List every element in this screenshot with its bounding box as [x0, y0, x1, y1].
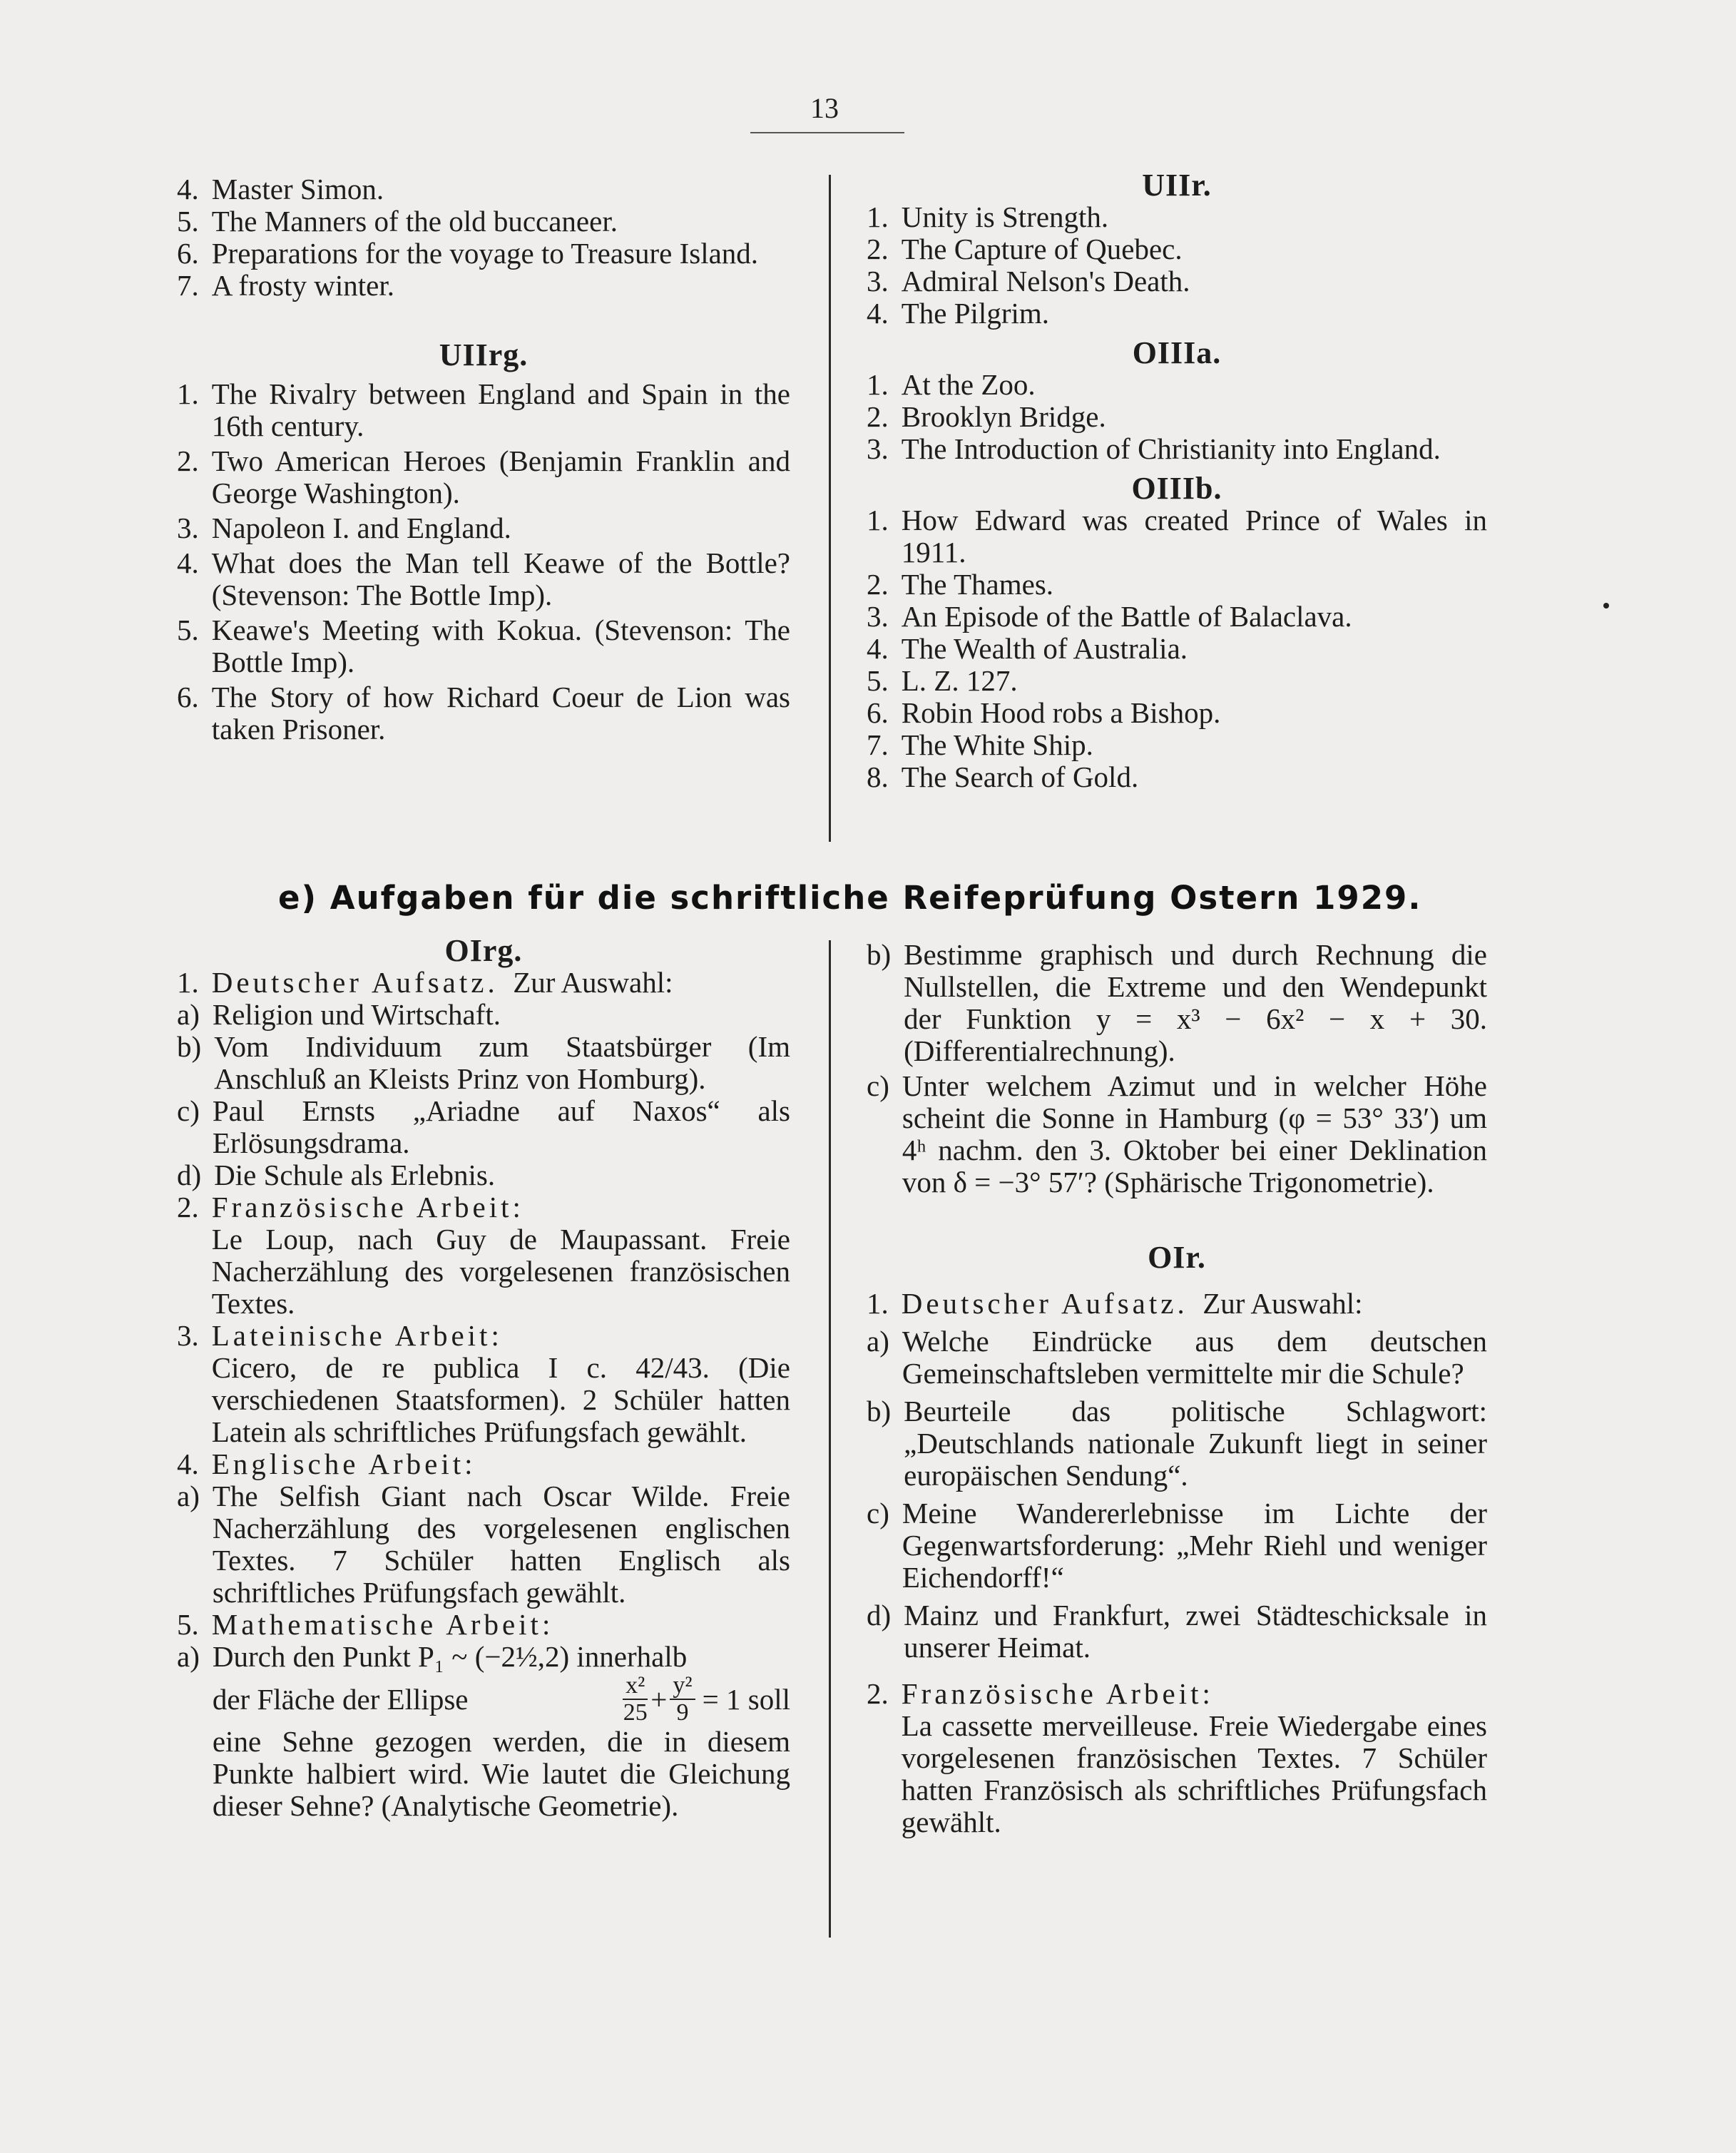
group-number: 4. — [177, 1447, 199, 1480]
list-item — [867, 1070, 1487, 1198]
item-number: 2. — [867, 400, 889, 433]
item-text: The Pilgrim. — [901, 297, 1050, 330]
item-text: Meine Wandererlebnisse im Lichte der Gegenwartsforderung: „Mehr Riehl und weniger Eichendorff!“ — [902, 1497, 1487, 1594]
item-number: 3. — [867, 600, 889, 633]
item-number: 1. — [867, 200, 889, 233]
list-item — [867, 729, 1487, 761]
oirg-group-4 — [177, 1448, 790, 1480]
list-item — [867, 1325, 1487, 1390]
group-label: Lateinische Arbeit: — [211, 1319, 503, 1352]
item-text: Beurteile das politische Schlagwort: „Deutschlands nationale Zukunft liegt in seiner europäischen Sendung“. — [904, 1395, 1487, 1492]
item-text: Die Schule als Erlebnis. — [214, 1159, 496, 1191]
list-item — [177, 173, 790, 205]
item-number: 4. — [867, 297, 889, 330]
group-body: La cassette merveilleuse. Freie Wiedergabe eines vorgelesenen französischen Textes. 7 Schüler hatten Französisch als schriftliches Prüfungsfach gewählt. — [901, 1709, 1487, 1838]
group-number: 2. — [867, 1677, 889, 1710]
column-divider-bottom — [829, 940, 831, 1938]
item-text: The Rivalry between England and Spain in the 16th century. — [211, 377, 790, 442]
group-number: 2. — [177, 1191, 199, 1223]
oirg-group-3 — [177, 1320, 790, 1448]
item-number: 8. — [867, 760, 889, 793]
item-number: c) — [177, 1094, 200, 1127]
list-item — [177, 1480, 790, 1609]
math-a-rest: eine Sehne gezogen werden, die in diesem Punkte halbiert wird. Wie lautet die Gleichung dieser Sehne? (Analytische Geometrie). — [212, 1725, 790, 1822]
item-number: 1. — [177, 377, 199, 410]
list-item — [867, 233, 1487, 265]
item-text: A frosty winter. — [211, 269, 394, 302]
list-item — [177, 1031, 790, 1095]
group-label: Französische Arbeit: — [901, 1677, 1214, 1710]
item-number: b) — [867, 938, 892, 971]
item-text: What does the Man tell Keawe of the Bottle? (Stevenson: The Bottle Imp). — [211, 546, 790, 611]
item-number: 3. — [177, 511, 199, 544]
item-text: Brooklyn Bridge. — [901, 400, 1106, 433]
oiiib-item-list — [867, 504, 1487, 793]
item-number: b) — [177, 1030, 202, 1063]
uiirg-item-list — [177, 378, 790, 745]
page-number-rule — [750, 132, 904, 133]
group-body: Le Loup, nach Guy de Maupassant. Freie Nacherzählung des vorgelesenen französischen Textes. — [211, 1223, 790, 1320]
group-label: Mathematische Arbeit: — [211, 1608, 554, 1641]
list-item — [867, 201, 1487, 233]
item-number: 1. — [867, 368, 889, 401]
list-item — [177, 547, 790, 611]
item-number: 6. — [177, 681, 199, 713]
group-number: 3. — [177, 1319, 199, 1352]
oiiia-item-list — [867, 369, 1487, 465]
list-item — [177, 238, 790, 270]
math-continued-list — [867, 939, 1487, 1198]
list-item — [177, 999, 790, 1031]
bottom-right-column — [867, 936, 1487, 1838]
item-number: c) — [867, 1497, 889, 1530]
item-number: a) — [867, 1325, 889, 1358]
item-number: d) — [177, 1159, 202, 1191]
item-number: 6. — [177, 237, 199, 270]
plus-sign: + — [650, 1682, 668, 1716]
item-number: 2. — [867, 568, 889, 601]
item-text: Welche Eindrücke aus dem deutschen Gemeinschaftsleben vermittelte mir die Schule? — [902, 1325, 1487, 1390]
item-number: 7. — [867, 728, 889, 761]
item-number: 5. — [177, 205, 199, 238]
list-item — [177, 512, 790, 544]
bottom-left-column — [177, 935, 790, 1822]
group-label: Deutscher Aufsatz. — [211, 966, 499, 999]
group-label: Französische Arbeit: — [211, 1191, 524, 1223]
item-number: 5. — [867, 664, 889, 697]
section-title-oiiia: OIIIa. — [1132, 335, 1222, 370]
list-item — [867, 504, 1487, 569]
oirg-group-2 — [177, 1191, 790, 1320]
group-label-rest: Zur Auswahl: — [1203, 1287, 1363, 1320]
top-right-column — [867, 169, 1487, 793]
item-text: The White Ship. — [901, 728, 1093, 761]
section-title-uiir: UIIr. — [1142, 168, 1212, 203]
stray-mark — [1603, 603, 1609, 609]
item-text: The Capture of Quebec. — [901, 233, 1183, 265]
item-text: Religion und Wirtschaft. — [212, 998, 501, 1031]
item-text: Mainz und Frankfurt, zwei Städteschicksale in unserer Heimat. — [904, 1599, 1487, 1664]
list-item — [867, 297, 1487, 330]
ellipse-post: = 1 soll — [702, 1682, 790, 1716]
oirg-g1-item-list — [177, 999, 790, 1191]
section-title-oiiib: OIIIb. — [1131, 471, 1222, 506]
item-text: Unity is Strength. — [901, 200, 1109, 233]
item-text: Paul Ernsts „Ariadne auf Naxos“ als Erlösungsdrama. — [212, 1094, 790, 1159]
item-text: Bestimme graphisch und durch Rechnung die Nullstellen, die Extreme und den Wendepunkt der Funktion y = x³ − 6x² − x + 30. (Differentialrechnung). — [904, 938, 1487, 1067]
item-text: The Thames. — [901, 568, 1054, 601]
group-label-rest: Zur Auswahl: — [513, 966, 673, 999]
list-item — [867, 633, 1487, 665]
oirg-group-1 — [177, 967, 790, 999]
item-text: Robin Hood robs a Bishop. — [901, 696, 1221, 729]
fraction-x2-25: $\frac{\text{x²}}{25}$ — [623, 1672, 648, 1726]
group-label: Deutscher Aufsatz. — [901, 1287, 1188, 1320]
item-text: The Introduction of Christianity into England. — [901, 432, 1441, 465]
item-number: 4. — [177, 173, 199, 205]
item-text: The Story of how Richard Coeur de Lion was taken Prisoner. — [211, 681, 790, 745]
item-text: Master Simon. — [211, 173, 384, 205]
item-number: b) — [867, 1395, 892, 1427]
list-item — [867, 369, 1487, 401]
group-label: Englische Arbeit: — [211, 1447, 476, 1480]
math-a-line1: Durch den Punkt P₁ ~ (−2½,2) innerhalb — [212, 1640, 688, 1673]
oirg-g4-item-list — [177, 1480, 790, 1609]
item-text: Two American Heroes (Benjamin Franklin and George Washington). — [211, 444, 790, 509]
list-item — [867, 939, 1487, 1067]
item-number: a) — [177, 998, 200, 1031]
item-number: 3. — [867, 432, 889, 465]
list-item — [177, 270, 790, 302]
item-number: 4. — [177, 546, 199, 579]
item-text: How Edward was created Prince of Wales in 1911. — [901, 504, 1487, 569]
oirg-group-5 — [177, 1609, 790, 1641]
page-number: 13 — [810, 92, 839, 124]
uiir-item-list — [867, 201, 1487, 330]
fraction-y2-9: $\frac{\text{y²}}{9}$ — [670, 1673, 695, 1726]
item-number: 7. — [177, 269, 199, 302]
oir-group-1 — [867, 1288, 1487, 1320]
item-number: a) — [177, 1480, 200, 1512]
item-number: 2. — [867, 233, 889, 265]
tl-item-list — [177, 173, 790, 302]
oir-group-2 — [867, 1678, 1487, 1838]
item-text: Vom Individuum zum Staatsbürger (Im Anschluß an Kleists Prinz von Homburg). — [214, 1030, 790, 1095]
list-item — [867, 569, 1487, 601]
item-text: Keawe's Meeting with Kokua. (Stevenson: The Bottle Imp). — [211, 614, 790, 678]
oir-g1-item-list — [867, 1325, 1487, 1664]
item-text: Admiral Nelson's Death. — [901, 265, 1190, 297]
section-title-uiirg: UIIrg. — [439, 337, 529, 372]
list-item — [867, 401, 1487, 433]
list-item — [867, 1599, 1487, 1664]
item-number: c) — [867, 1069, 889, 1102]
item-text: Napoleon I. and England. — [211, 511, 511, 544]
ellipse-equation — [213, 1673, 790, 1726]
section-title-oirg: OIrg. — [444, 933, 523, 968]
section-title-oir: OIr. — [1148, 1240, 1206, 1275]
list-item — [867, 433, 1487, 465]
group-number: 1. — [177, 966, 199, 999]
math-item-a — [177, 1641, 790, 1822]
item-text: An Episode of the Battle of Balaclava. — [901, 600, 1352, 633]
item-number: 6. — [867, 696, 889, 729]
list-item — [177, 378, 790, 442]
item-text: The Wealth of Australia. — [901, 632, 1188, 665]
item-number: 1. — [867, 504, 889, 536]
list-item — [867, 1395, 1487, 1492]
item-text: The Manners of the old buccaneer. — [211, 205, 618, 238]
list-item — [177, 681, 790, 745]
item-number: 2. — [177, 444, 199, 477]
top-left-column — [177, 173, 790, 745]
list-item — [867, 761, 1487, 793]
list-item — [867, 697, 1487, 729]
item-number: 5. — [177, 614, 199, 646]
item-letter: a) — [177, 1640, 200, 1673]
group-number: 1. — [867, 1287, 889, 1320]
item-text: The Selfish Giant nach Oscar Wilde. Freie Nacherzählung des vorgelesenen englischen Textes. 7 Schüler hatten Englisch als schriftliches Prüfungsfach gewählt. — [212, 1480, 790, 1609]
item-number: d) — [867, 1599, 892, 1632]
list-item — [867, 265, 1487, 297]
item-text: L. Z. 127. — [901, 664, 1018, 697]
group-number: 5. — [177, 1608, 199, 1641]
list-item — [177, 614, 790, 678]
item-number: 3. — [867, 265, 889, 297]
list-item — [177, 205, 790, 238]
item-text: At the Zoo. — [901, 368, 1036, 401]
list-item — [177, 1095, 790, 1159]
item-number: 4. — [867, 632, 889, 665]
group-body: Cicero, de re publica I c. 42/43. (Die verschiedenen Staatsformen). 2 Schüler hatten Latein als schriftliches Prüfungsfach gewählt. — [211, 1351, 790, 1448]
item-text: Preparations for the voyage to Treasure Island. — [211, 237, 759, 270]
list-item — [867, 1497, 1487, 1594]
list-item — [177, 1159, 790, 1191]
exam-heading: e) Aufgaben für die schriftliche Reifeprüfung Ostern 1929. — [278, 879, 1422, 917]
column-divider-top — [829, 175, 831, 842]
list-item — [867, 665, 1487, 697]
list-item — [867, 601, 1487, 633]
list-item — [177, 445, 790, 509]
item-text: The Search of Gold. — [901, 760, 1139, 793]
item-text: Unter welchem Azimut und in welcher Höhe scheint die Sonne in Hamburg (φ = 53° 33′) um 4ʰ nachm. den 3. Oktober bei einer Deklination von δ = −3° 57′? (Sphärische Trigonometrie). — [902, 1069, 1487, 1198]
ellipse-pre: der Fläche der Ellipse — [212, 1682, 469, 1716]
